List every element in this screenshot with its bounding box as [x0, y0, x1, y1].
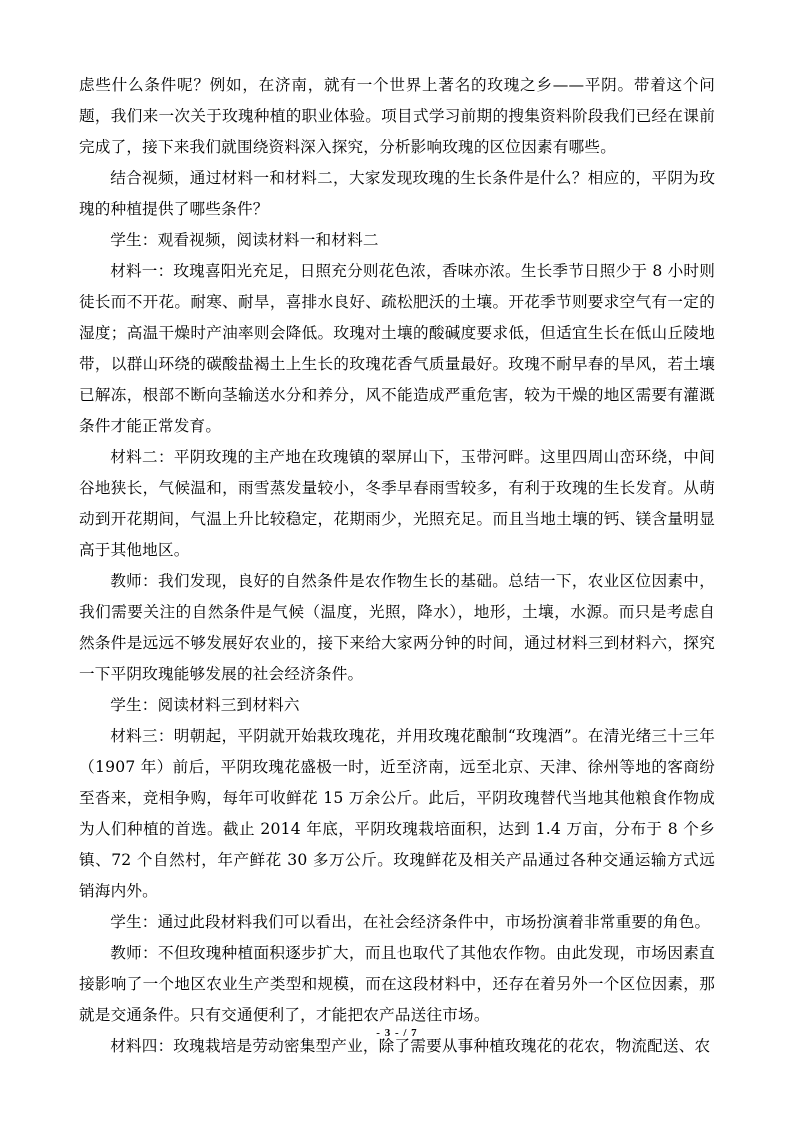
paragraph: 学生：阅读材料三到材料六 [110, 696, 300, 714]
paragraph: 学生：通过此段材料我们可以看出，在社会经济条件中，市场扮演着非常重要的角色。 [110, 913, 711, 931]
document-body [79, 70, 715, 1062]
paragraph: 结合视频，通过材料一和材料二，大家发现玫瑰的生长条件是什么？相应的，平阴为玫瑰的种植提供了哪些条件？ [79, 169, 715, 218]
paragraph: 材料四：玫瑰栽培是劳动密集型产业，除了需要从事种植玫瑰花的花农，物流配送、农 [110, 1037, 711, 1055]
paragraph: 虑些什么条件呢？例如，在济南，就有一个世界上著名的玫瑰之乡——平阴。带着这个问题，我们来一次关于玫瑰种植的职业体验。项目式学习前期的搜集资料阶段我们已经在课前完成了，接下来我们就围绕资料深入探究，分析影响玫瑰的区位因素有哪些。 [79, 76, 715, 156]
page-number: - 3 - / 7 [376, 1027, 418, 1039]
paragraph: 材料一：玫瑰喜阳光充足，日照充分则花色浓，香味亦浓。生长季节日照少于 8 小时则徒长而不开花。耐寒、耐旱，喜排水良好、疏松肥沃的土壤。开花季节则要求空气有一定的湿度；高温干燥时产油率则会降低。玫瑰对土壤的酸碱度要求低，但适宜生长在低山丘陵地带，以群山环绕的碳酸盐褐土上生长的玫瑰花香气质量最好。玫瑰不耐早春的旱风，若土壤已解冻，根部不断向茎输送水分和养分，风不能造成严重危害，较为干燥的地区需要有灌溉条件才能正常发育。 [79, 262, 715, 435]
paragraph: 学生：观看视频，阅读材料一和材料二 [110, 231, 379, 249]
paragraph: 教师：不但玫瑰种植面积逐步扩大，而且也取代了其他农作物。由此发现，市场因素直接影响了一个地区农业生产类型和规模，而在这段材料中，还存在着另外一个区位因素，那就是交通条件。只有交通便利了，才能把农产品送往市场。 [79, 944, 715, 1024]
paragraph: 材料三：明朝起，平阴就开始栽玫瑰花，并用玫瑰花酿制“玫瑰酒”。在清光绪三十三年（1907 年）前后，平阴玫瑰花盛极一时，近至济南，远至北京、天津、徐州等地的客商纷至沓来，竞相争购，每年可收鲜花 15 万余公斤。此后，平阴玫瑰替代当地其他粮食作物成为人们种植的首选。截止 2014 年底，平阴玫瑰栽培面积，达到 1.4 万亩，分布于 8 个乡镇、72 个自然村，年产鲜花 30 多万公斤。玫瑰鲜花及相关产品通过各种交通运输方式远销海内外。 [79, 727, 715, 900]
paragraph: 教师：我们发现，良好的自然条件是农作物生长的基础。总结一下，农业区位因素中，我们需要关注的自然条件是气候（温度，光照，降水），地形，土壤，水源。而只是考虑自然条件是远远不够发展好农业的，接下来给大家两分钟的时间，通过材料三到材料六，探究一下平阴玫瑰能够发展的社会经济条件。 [79, 572, 715, 683]
paragraph: 材料二：平阴玫瑰的主产地在玫瑰镇的翠屏山下，玉带河畔。这里四周山峦环绕，中间谷地狭长，气候温和，雨雪蒸发量较小，冬季早春雨雪较多，有利于玫瑰的生长发育。从萌动到开花期间，气温上升比较稳定，花期雨少，光照充足。而且当地土壤的钙、镁含量明显高于其他地区。 [79, 448, 715, 559]
